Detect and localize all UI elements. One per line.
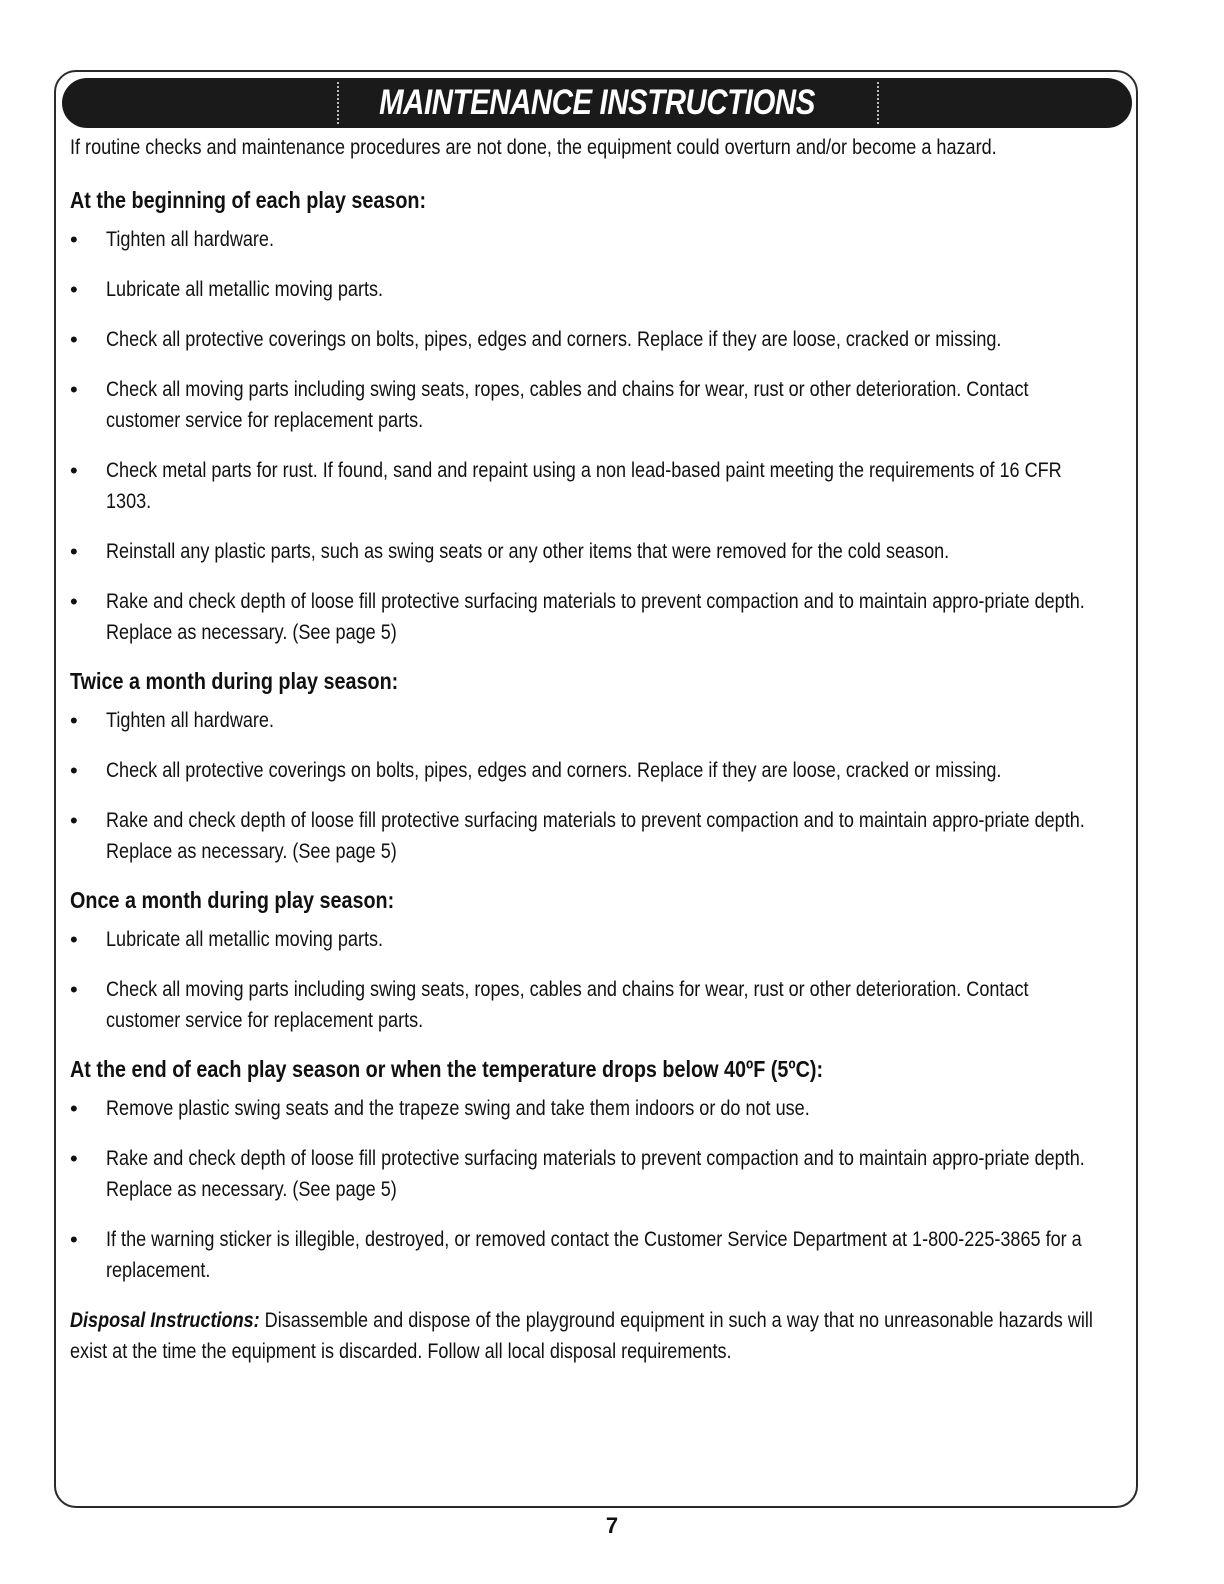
section-heading: Once a month during play season: (70, 887, 395, 913)
list-item: • Lubricate all metallic moving parts. (70, 924, 1115, 955)
bullet-icon: • (70, 589, 78, 614)
section-beginning-of-season (70, 184, 1115, 648)
bullet-icon: • (70, 1146, 78, 1171)
bullet-icon: • (70, 327, 78, 352)
list-item: • Remove plastic swing seats and the trapeze swing and take them indoors or do not use. (70, 1093, 1115, 1124)
main-content (70, 130, 1115, 1388)
intro-text: If routine checks and maintenance procedures are not done, the equipment could overturn and/or become a hazard. (70, 136, 997, 159)
list-item: • Rake and check depth of loose fill protective surfacing materials to prevent compaction and to maintain appro-priate depth. Replace as necessary. (See page 5) (70, 586, 1115, 648)
list-item: • Reinstall any plastic parts, such as swing seats or any other items that were removed for the cold season. (70, 536, 1115, 567)
title-banner (62, 78, 1132, 128)
list-item: • Check all protective coverings on bolts, pipes, edges and corners. Replace if they are loose, cracked or missing. (70, 324, 1115, 355)
bullet-list (70, 924, 1115, 1036)
bullet-icon: • (70, 458, 78, 483)
list-item: • Tighten all hardware. (70, 224, 1115, 255)
bullet-icon: • (70, 539, 78, 564)
disposal-label: Disposal Instructions: (70, 1309, 260, 1332)
section-end-of-season (70, 1053, 1115, 1286)
list-item: • Check all protective coverings on bolts, pipes, edges and corners. Replace if they are loose, cracked or missing. (70, 755, 1115, 786)
disposal-instructions (70, 1305, 1102, 1367)
section-heading: At the end of each play season or when the temperature drops below 40ºF (5ºC): (70, 1056, 824, 1082)
list-item: • Check all moving parts including swing seats, ropes, cables and chains for wear, rust or other deterioration. Contact customer service for replacement parts. (70, 974, 1115, 1036)
bullet-icon: • (70, 377, 78, 402)
section-twice-a-month (70, 665, 1115, 867)
page-title: MAINTENANCE INSTRUCTIONS (379, 83, 815, 122)
list-item: • Check metal parts for rust. If found, sand and repaint using a non lead-based paint meeting the requirements of 16 CFR 1303. (70, 455, 1115, 517)
bullet-icon: • (70, 1227, 78, 1252)
list-item: • Lubricate all metallic moving parts. (70, 274, 1115, 305)
bullet-icon: • (70, 758, 78, 783)
bullet-icon: • (70, 708, 78, 733)
bullet-list (70, 1093, 1115, 1286)
bullet-icon: • (70, 227, 78, 252)
list-item: • Tighten all hardware. (70, 705, 1115, 736)
list-item: • Rake and check depth of loose fill protective surfacing materials to prevent compaction and to maintain appro-priate depth. Replace as necessary. (See page 5) (70, 805, 1115, 867)
bullet-list (70, 705, 1115, 867)
bullet-icon: • (70, 808, 78, 833)
list-item: • Rake and check depth of loose fill protective surfacing materials to prevent compaction and to maintain appro-priate depth. Replace as necessary. (See page 5) (70, 1143, 1115, 1205)
disposal-text: Disassemble and dispose of the playground equipment in such a way that no unreasonable hazards will exist at the time the equipment is discarded. Follow all local disposal requirements. (70, 1309, 1093, 1363)
page-number: 7 (605, 1513, 619, 1538)
bullet-icon: • (70, 927, 78, 952)
section-heading: Twice a month during play season: (70, 668, 399, 694)
section-heading: At the beginning of each play season: (70, 187, 427, 213)
list-item: • Check all moving parts including swing seats, ropes, cables and chains for wear, rust or other deterioration. Contact customer service for replacement parts. (70, 374, 1115, 436)
bullet-icon: • (70, 1096, 78, 1121)
section-once-a-month (70, 884, 1115, 1036)
list-item: • If the warning sticker is illegible, destroyed, or removed contact the Customer Service Department at 1-800-225-3865 for a replacement. (70, 1224, 1115, 1286)
bullet-icon: • (70, 277, 78, 302)
bullet-list (70, 224, 1115, 648)
bullet-icon: • (70, 977, 78, 1002)
